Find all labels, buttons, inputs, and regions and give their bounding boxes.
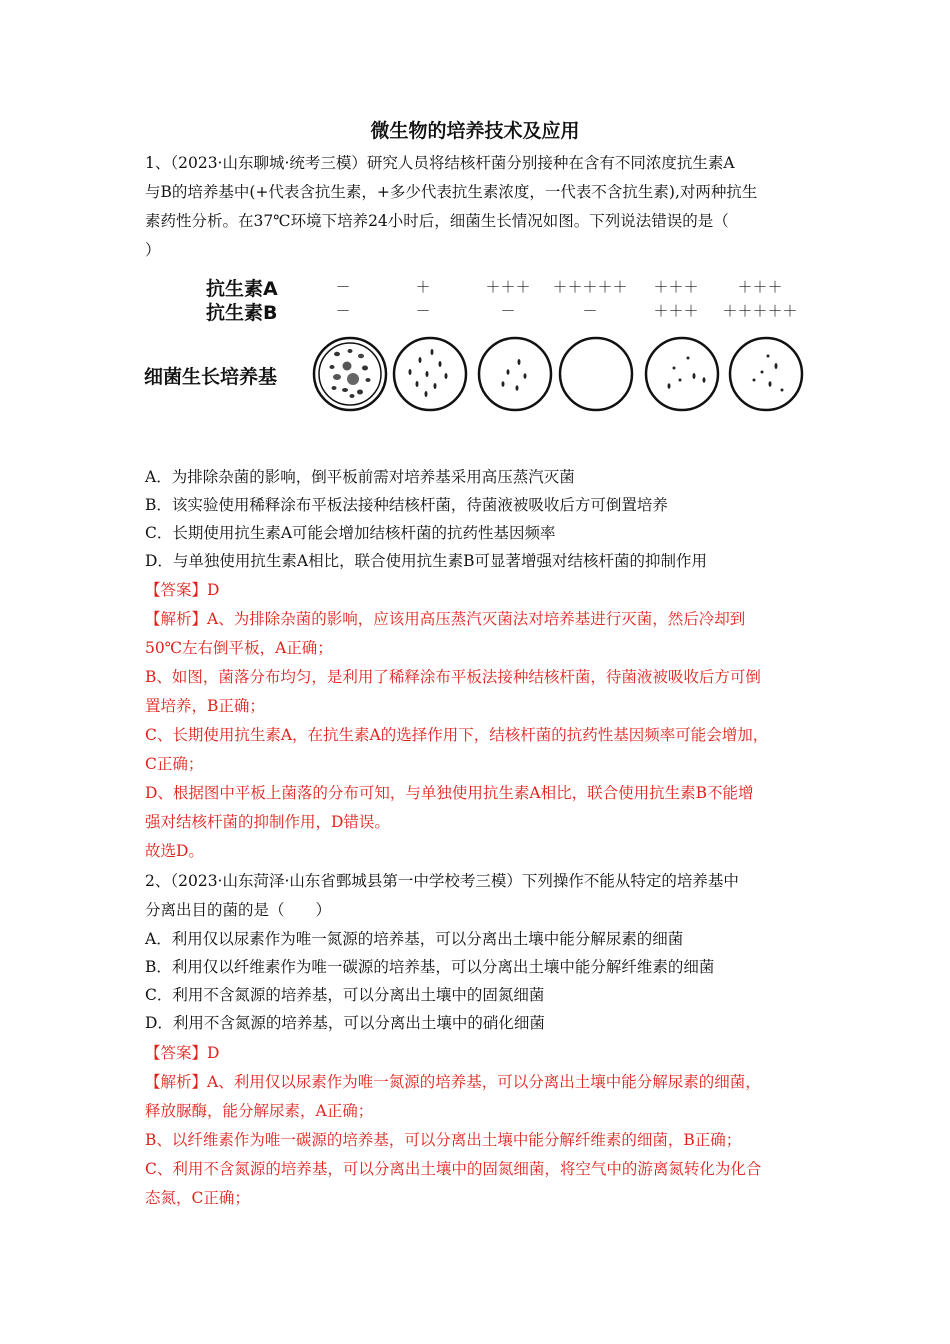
antibiotic-b-sign: － [415, 302, 431, 320]
petri-dish-3 [475, 334, 555, 414]
q2-stem-line: 2、（2023·山东菏泽·山东省鄄城县第一中学校考三模）下列操作不能从特定的培养基中 [145, 872, 739, 890]
q1-analysis-line: B、如图，菌落分布均匀，是利用了稀释涂布平板法接种结核杆菌，待菌液被吸收后方可倒 [145, 668, 761, 686]
q2-stem-line: 分离出目的菌的是（ ） [145, 901, 332, 919]
antibiotic-a-sign: ＋＋＋ [737, 278, 783, 296]
antibiotic-a-sign: ＋ [415, 278, 431, 296]
page-title: 微生物的培养技术及应用 [370, 120, 580, 142]
q1-analysis-line: 故选D。 [145, 842, 204, 860]
petri-dish-5 [642, 334, 722, 414]
antibiotic-b-sign: － [582, 302, 598, 320]
antibiotic-a-sign: ＋＋＋ [485, 278, 531, 296]
petri-dish-2 [390, 334, 470, 414]
q2-analysis-line: 【解析】A、利用仅以尿素作为唯一氮源的培养基，可以分离出土壤中能分解尿素的细菌， [145, 1073, 761, 1091]
q1-option-c: C．长期使用抗生素A可能会增加结核杆菌的抗药性基因频率 [145, 524, 556, 542]
antibiotic-a-sign: － [335, 278, 351, 296]
antibiotic-b-sign: ＋＋＋＋＋ [722, 302, 798, 320]
q2-option-b: B．利用仅以纤维素作为唯一碳源的培养基，可以分离出土壤中能分解纤维素的细菌 [145, 958, 715, 976]
q2-option-c: C．利用不含氮源的培养基，可以分离出土壤中的固氮细菌 [145, 986, 545, 1004]
antibiotic-b-label: 抗生素B [206, 302, 278, 324]
q1-stem-line: 1、（2023·山东聊城·统考三模）研究人员将结核杆菌分别接种在含有不同浓度抗生素A [145, 154, 735, 172]
q2-analysis-line: 释放脲酶，能分解尿素，A正确； [145, 1102, 374, 1120]
q1-answer: 【答案】D [145, 581, 220, 599]
q1-stem-line: 与B的培养基中(+代表含抗生素，+多少代表抗生素浓度，一代表不含抗生素),对两种抗生 [145, 183, 758, 201]
petri-dish-6 [726, 334, 806, 414]
antibiotic-b-sign: ＋＋＋ [653, 302, 699, 320]
antibiotic-b-sign: － [500, 302, 516, 320]
q1-option-a: A．为排除杂菌的影响，倒平板前需对培养基采用高压蒸汽灭菌 [145, 468, 575, 486]
q1-analysis-line: C正确； [145, 755, 204, 773]
q1-stem-line: 素药性分析。在37℃环境下培养24小时后，细菌生长情况如图。下列说法错误的是（ [145, 212, 729, 230]
q1-stem-line: ） [145, 241, 161, 259]
antibiotic-a-sign: ＋＋＋＋＋ [552, 278, 628, 296]
q1-analysis-line: D、根据图中平板上菌落的分布可知，与单独使用抗生素A相比，联合使用抗生素B不能增 [145, 784, 754, 802]
antibiotic-a-sign: ＋＋＋ [653, 278, 699, 296]
q2-option-a: A．利用仅以尿素作为唯一氮源的培养基，可以分离出土壤中能分解尿素的细菌 [145, 930, 684, 948]
petri-dish-1 [310, 334, 390, 414]
q1-analysis-line: 【解析】A、为排除杂菌的影响，应该用高压蒸汽灭菌法对培养基进行灭菌，然后冷却到 [145, 610, 746, 628]
q1-analysis-line: C、长期使用抗生素A，在抗生素A的选择作用下，结核杆菌的抗药性基因频率可能会增加， [145, 726, 769, 744]
q1-option-d: D．与单独使用抗生素A相比，联合使用抗生素B可显著增强对结核杆菌的抑制作用 [145, 552, 708, 570]
q2-analysis-line: B、以纤维素作为唯一碳源的培养基，可以分离出土壤中能分解纤维素的细菌，B正确； [145, 1131, 742, 1149]
antibiotic-b-sign: － [335, 302, 351, 320]
culture-medium-label: 细菌生长培养基 [144, 366, 278, 388]
q2-analysis-line: C、利用不含氮源的培养基，可以分离出土壤中的固氮细菌，将空气中的游离氮转化为化合 [145, 1160, 762, 1178]
q1-analysis-line: 50℃左右倒平板，A正确； [145, 639, 333, 657]
antibiotic-a-label: 抗生素A [206, 278, 278, 300]
q1-option-b: B．该实验使用稀释涂布平板法接种结核杆菌，待菌液被吸收后方可倒置培养 [145, 496, 668, 514]
q1-analysis-line: 置培养，B正确； [145, 697, 265, 715]
antibiotic-figure [140, 268, 820, 418]
petri-dish-4 [556, 334, 636, 414]
q1-analysis-line: 强对结核杆菌的抑制作用，D错误。 [145, 813, 390, 831]
q2-option-d: D．利用不含氮源的培养基，可以分离出土壤中的硝化细菌 [145, 1014, 545, 1032]
q2-analysis-line: 态氮，C正确； [145, 1189, 250, 1207]
q2-answer: 【答案】D [145, 1044, 220, 1062]
